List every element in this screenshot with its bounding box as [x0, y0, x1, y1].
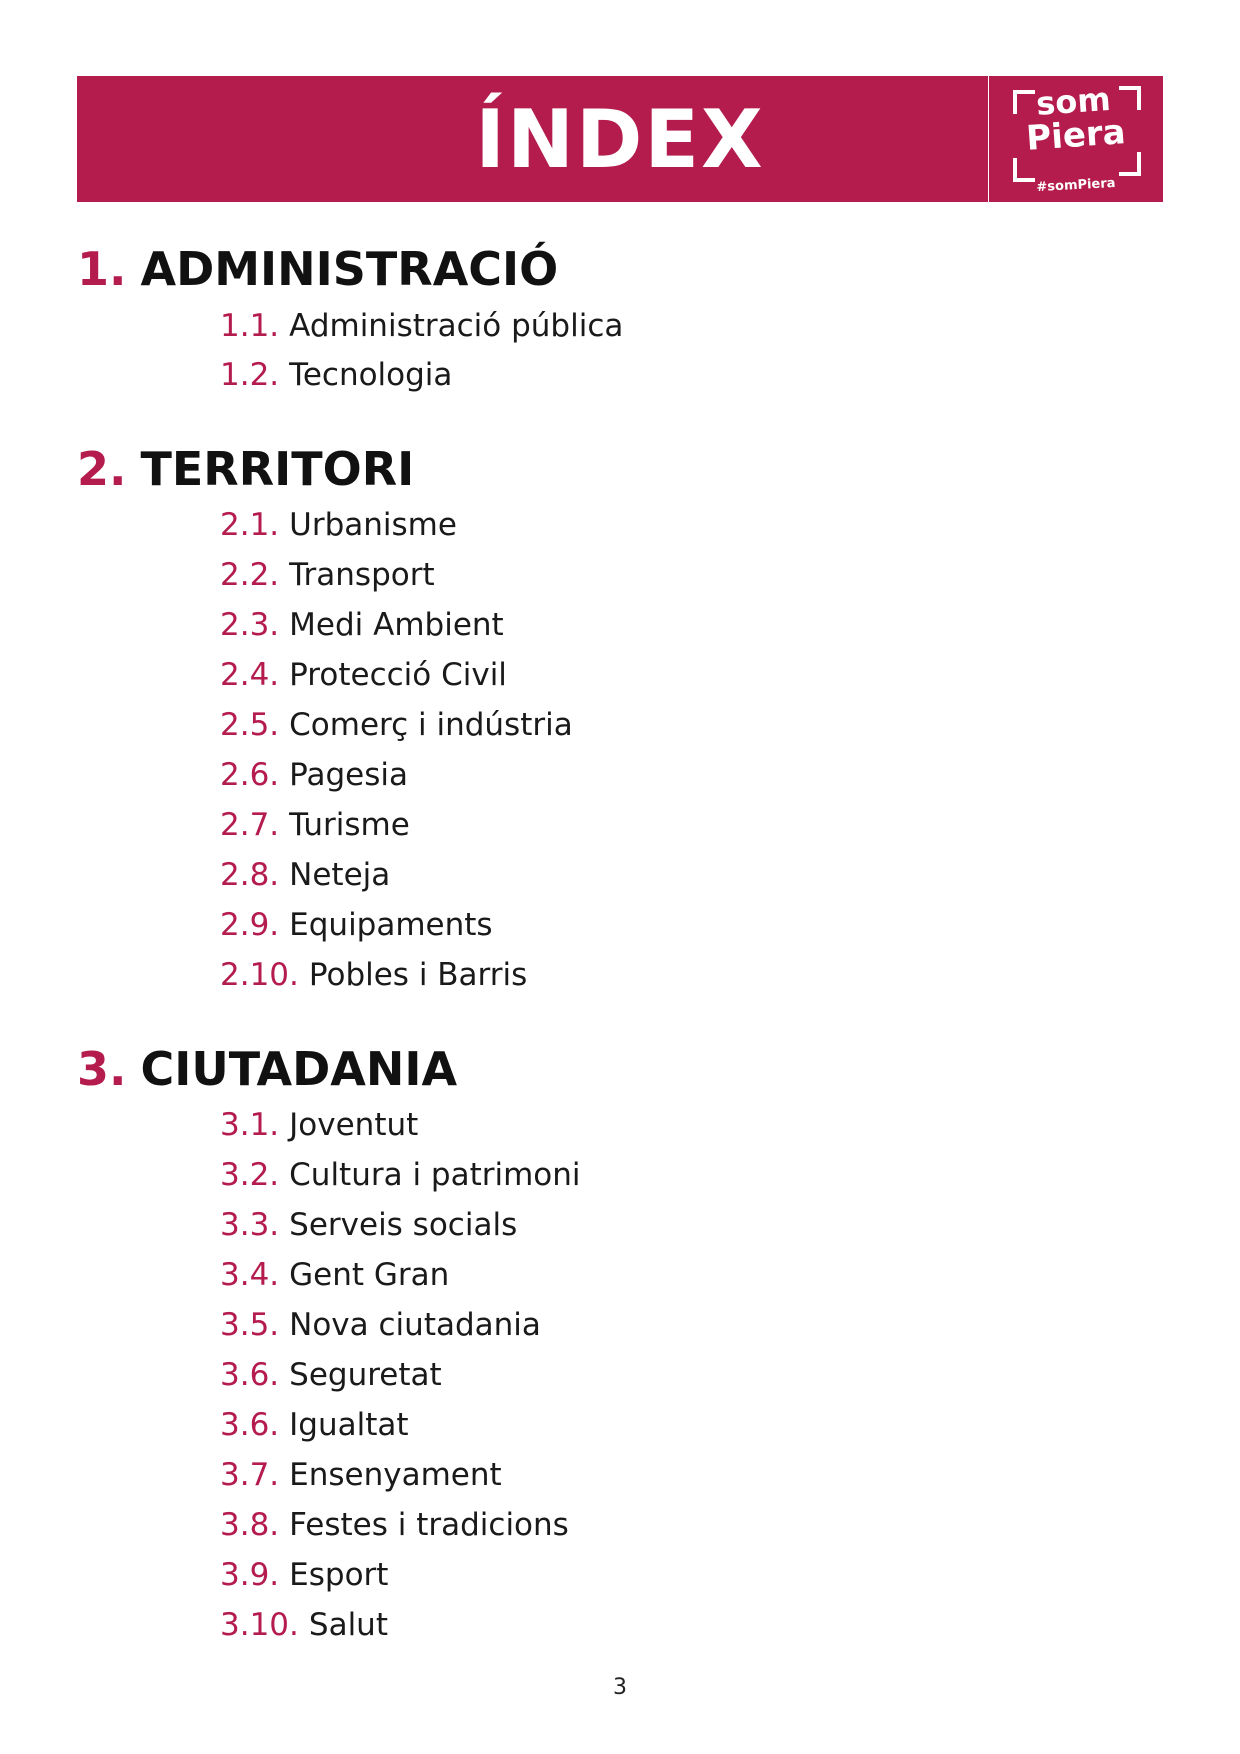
toc-item — [220, 655, 507, 695]
section-heading-territori — [77, 441, 414, 497]
toc-item — [220, 1455, 502, 1495]
toc-item-label: Festes i tradicions — [289, 1507, 569, 1543]
toc-item — [220, 955, 527, 995]
toc-item — [220, 755, 408, 795]
toc-item-label: Salut — [308, 1607, 388, 1643]
toc-item — [220, 1405, 409, 1445]
toc-item-number: 2.5. — [220, 707, 280, 743]
toc-item-number: 2.6. — [220, 757, 280, 793]
toc-item-label: Nova ciutadania — [289, 1307, 541, 1343]
toc-item-number: 2.1. — [220, 507, 280, 543]
toc-item-label: Ensenyament — [289, 1457, 502, 1493]
toc-item-number: 2.7. — [220, 807, 280, 843]
toc-item-label: Protecció Civil — [289, 657, 507, 693]
toc-item — [220, 1605, 388, 1645]
section-number: 2. — [77, 442, 127, 496]
section-number: 1. — [77, 242, 127, 296]
toc-item-number: 1.2. — [220, 357, 280, 393]
toc-item — [220, 1505, 569, 1545]
toc-item-label: Tecnologia — [289, 357, 453, 393]
toc-item-number: 2.2. — [220, 557, 280, 593]
toc-item — [220, 1105, 418, 1145]
toc-item — [220, 1255, 449, 1295]
toc-item-number: 2.4. — [220, 657, 280, 693]
toc-item-number: 2.10. — [220, 957, 299, 993]
logo-bracket-top-right — [1119, 86, 1141, 110]
toc-item — [220, 555, 435, 595]
sompiera-logo — [988, 76, 1163, 202]
toc-item-label: Urbanisme — [289, 507, 457, 543]
toc-item — [220, 1205, 517, 1245]
logo-bracket-bottom-right — [1119, 152, 1141, 176]
header-banner — [77, 76, 1163, 202]
toc-item — [220, 605, 504, 645]
toc-item-number: 3.10. — [220, 1607, 299, 1643]
toc-item-label: Equipaments — [289, 907, 493, 943]
toc-item-label: Gent Gran — [289, 1257, 450, 1293]
toc-item — [220, 1555, 388, 1595]
toc-item-number: 3.8. — [220, 1507, 280, 1543]
toc-item-number: 3.6. — [220, 1407, 280, 1443]
toc-item-label: Neteja — [289, 857, 391, 893]
page-number: 3 — [613, 1675, 627, 1700]
section-heading-ciutadania — [77, 1041, 457, 1097]
toc-item — [220, 505, 457, 545]
toc-item — [220, 306, 623, 346]
section-title: CIUTADANIA — [140, 1042, 458, 1096]
logo-text-som: som — [1034, 79, 1112, 123]
logo-bracket-bottom-left — [1013, 158, 1035, 182]
toc-item — [220, 705, 573, 745]
toc-item-number: 3.2. — [220, 1157, 280, 1193]
toc-item-number: 2.8. — [220, 857, 280, 893]
toc-item-label: Comerç i indústria — [289, 707, 573, 743]
toc-item-label: Igualtat — [289, 1407, 409, 1443]
toc-item-label: Medi Ambient — [289, 607, 504, 643]
toc-item-number: 3.3. — [220, 1207, 280, 1243]
toc-item-label: Pobles i Barris — [308, 957, 528, 993]
toc-item-label: Turisme — [289, 807, 410, 843]
toc-item-number: 3.1. — [220, 1107, 280, 1143]
toc-item-label: Serveis socials — [289, 1207, 518, 1243]
toc-item-number: 1.1. — [220, 308, 280, 344]
toc-item — [220, 1155, 581, 1195]
toc-item — [220, 855, 390, 895]
page-title: ÍNDEX — [475, 93, 765, 186]
section-title: ADMINISTRACIÓ — [140, 242, 559, 296]
section-number: 3. — [77, 1042, 127, 1096]
toc-item-label: Transport — [289, 557, 435, 593]
toc-item-number: 3.4. — [220, 1257, 280, 1293]
section-heading-administracio — [77, 241, 558, 297]
toc-item — [220, 355, 452, 395]
toc-item-number: 3.5. — [220, 1307, 280, 1343]
toc-item-number: 3.9. — [220, 1557, 280, 1593]
toc-item-number: 2.3. — [220, 607, 280, 643]
toc-item — [220, 1305, 541, 1345]
toc-item-label: Joventut — [289, 1107, 419, 1143]
toc-item — [220, 905, 493, 945]
section-title: TERRITORI — [140, 442, 415, 496]
toc-item-number: 3.6. — [220, 1357, 280, 1393]
toc-item — [220, 1355, 442, 1395]
toc-item-label: Pagesia — [289, 757, 408, 793]
toc-item-label: Administració pública — [289, 308, 624, 344]
toc-item-label: Seguretat — [289, 1357, 442, 1393]
toc-item-number: 3.7. — [220, 1457, 280, 1493]
toc-item-label: Esport — [289, 1557, 389, 1593]
logo-text-piera: Piera — [1024, 112, 1127, 159]
logo-hashtag: #somPiera — [1036, 175, 1116, 196]
logo-bracket-top-left — [1013, 90, 1035, 114]
toc-item — [220, 805, 410, 845]
toc-item-label: Cultura i patrimoni — [289, 1157, 581, 1193]
toc-item-number: 2.9. — [220, 907, 280, 943]
